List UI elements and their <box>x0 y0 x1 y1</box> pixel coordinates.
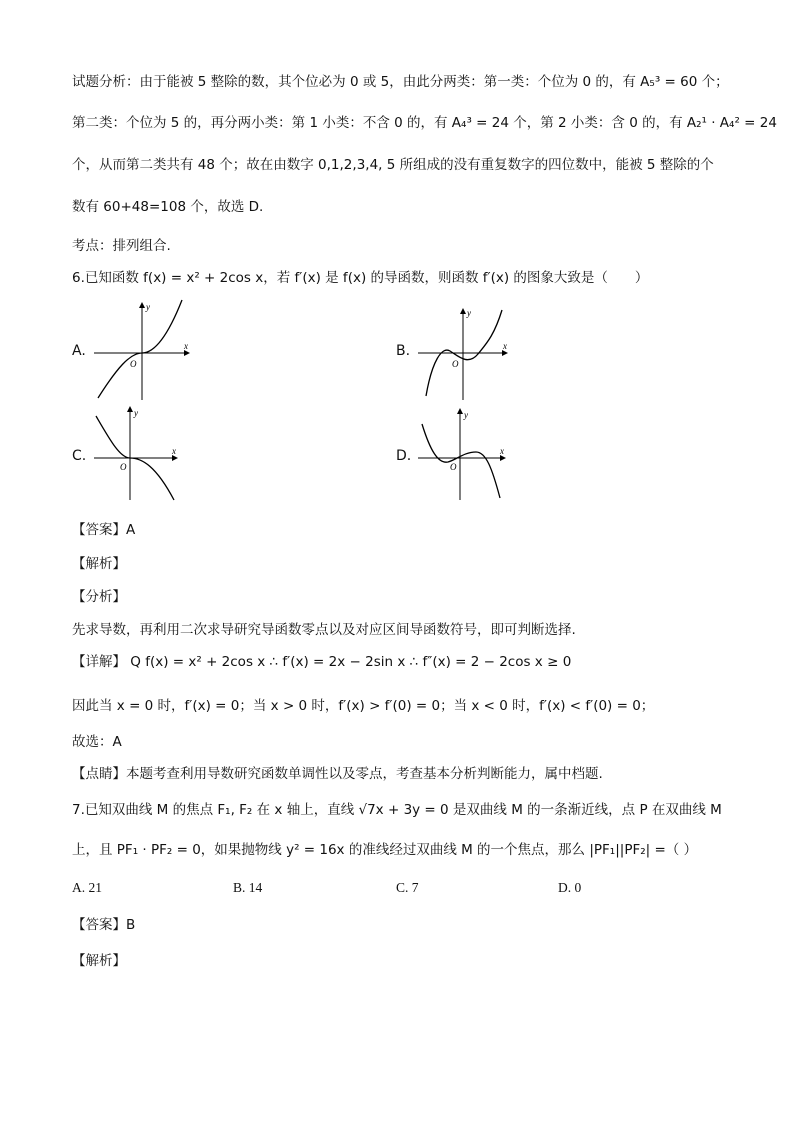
analysis-line-3: 个，从而第二类共有 48 个；故在由数字 0,1,2,3,4, 5 所组成的没有重复数字的四位数中，能被 5 整除的个 <box>72 157 714 173</box>
y-axis-label: y <box>464 410 468 420</box>
origin-label: O <box>130 359 137 369</box>
y-axis-label: y <box>146 302 150 312</box>
y-axis-arrow-icon <box>457 408 463 414</box>
kaodian-line: 考点：排列组合. <box>72 238 171 254</box>
origin-label: O <box>452 359 459 369</box>
q7-choice-c: C. 7 <box>396 880 419 895</box>
curve-a <box>98 300 182 398</box>
x-axis-label: x <box>500 446 504 456</box>
option-d-label: D. <box>396 448 412 464</box>
graph-option-d <box>416 406 512 502</box>
q6-guxuan: 故选：A <box>72 734 122 750</box>
q6-answer: 【答案】A <box>72 522 136 538</box>
graph-option-a <box>92 298 192 402</box>
option-a-label: A. <box>72 343 86 359</box>
x-axis-label: x <box>172 446 176 456</box>
q6-yinci: 因此当 x = 0 时，f′(x) = 0；当 x > 0 时，f′(x) > f′(0) = 0；当 x < 0 时，f′(x) < f′(0) = 0； <box>72 698 655 714</box>
y-axis-label: y <box>134 408 138 418</box>
analysis-line-4: 数有 60+48=108 个，故选 D. <box>72 199 264 215</box>
y-axis-label: y <box>467 308 471 318</box>
y-axis-arrow-icon <box>460 308 466 314</box>
q6-fenxi-title: 【分析】 <box>72 589 126 605</box>
q6-fenxi: 先求导数，再利用二次求导研究导函数零点以及对应区间导函数符号，即可判断选择. <box>72 622 576 638</box>
option-b-label: B. <box>396 343 411 359</box>
analysis-line-1: 试题分析：由于能被 5 整除的数，其个位必为 0 或 5，由此分两类：第一类：个位为 0 的，有 A₅³ = 60 个； <box>72 74 729 90</box>
curve-d <box>422 424 500 498</box>
q7-jiexi: 【解析】 <box>72 953 126 969</box>
x-axis-label: x <box>184 341 188 351</box>
origin-label: O <box>450 462 457 472</box>
q6-jiexi: 【解析】 <box>72 556 126 572</box>
graph-option-b <box>416 306 516 402</box>
q7-answer: 【答案】B <box>72 917 136 933</box>
q6-xiangjie: 【详解】 Q f(x) = x² + 2cos x ∴ f′(x) = 2x − 2sin x ∴ f″(x) = 2 − 2cos x ≥ 0 <box>72 654 572 670</box>
question-6-stem: 6.已知函数 f(x) = x² + 2cos x，若 f′(x) 是 f(x) 的导函数，则函数 f′(x) 的图象大致是（ ） <box>72 270 649 286</box>
origin-label: O <box>120 462 127 472</box>
y-axis-arrow-icon <box>127 406 133 412</box>
q6-dianjing: 【点睛】本题考查利用导数研究函数单调性以及零点，考查基本分析判断能力，属中档题. <box>72 766 603 782</box>
graph-option-c <box>92 404 184 502</box>
question-7-line-2: 上，且 PF₁ · PF₂ = 0，如果抛物线 y² = 16x 的准线经过双曲线 M 的一个焦点，那么 |PF₁||PF₂| =（ ） <box>72 842 698 858</box>
question-7-line-1: 7.已知双曲线 M 的焦点 F₁, F₂ 在 x 轴上，直线 √7x + 3y = 0 是双曲线 M 的一条渐近线，点 P 在双曲线 M <box>72 802 722 818</box>
q7-choice-b: B. 14 <box>233 880 263 895</box>
x-axis-label: x <box>503 341 507 351</box>
y-axis-arrow-icon <box>139 302 145 308</box>
q7-choice-a: A. 21 <box>72 880 102 895</box>
q7-choice-d: D. 0 <box>558 880 582 895</box>
analysis-line-2: 第二类：个位为 5 的，再分两小类：第 1 小类：不含 0 的，有 A₄³ = 24 个，第 2 小类：含 0 的，有 A₂¹ · A₄² = 24 <box>72 115 777 131</box>
option-c-label: C. <box>72 448 87 464</box>
